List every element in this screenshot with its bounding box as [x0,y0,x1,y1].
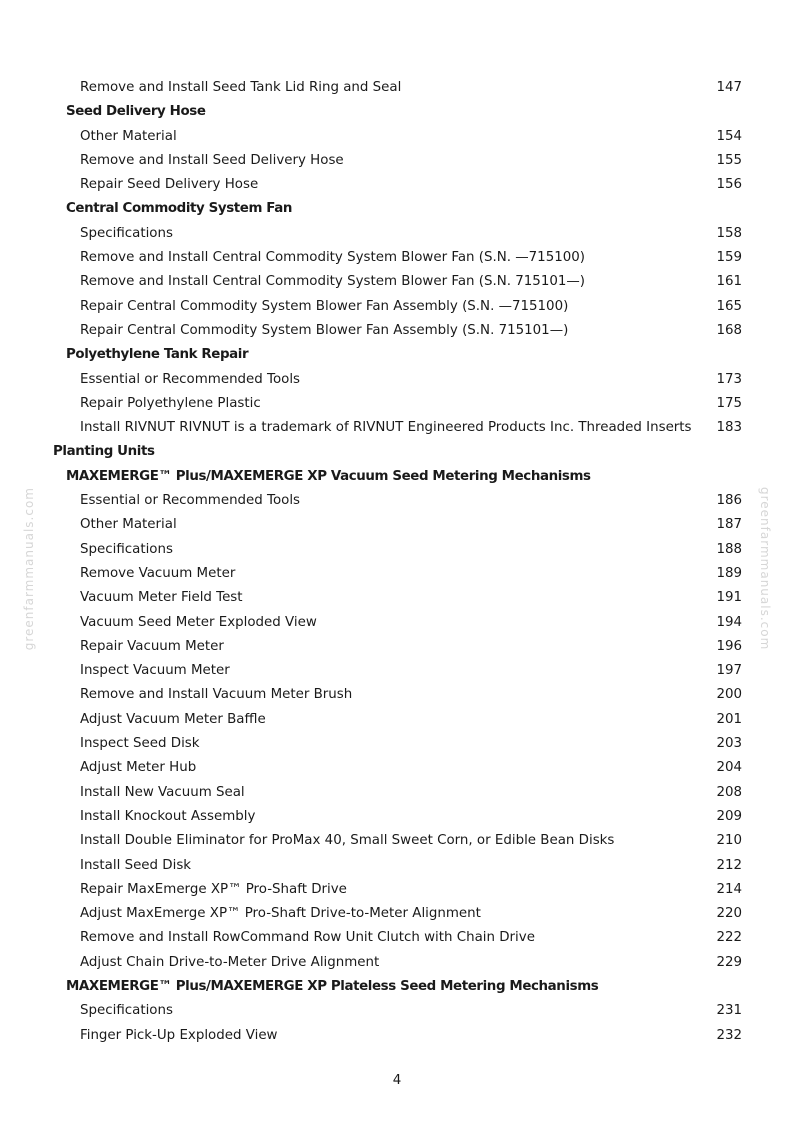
toc-entry-page-number: 204 [716,760,742,776]
toc-entry-title: Planting Units [53,444,155,460]
toc-entry-page-number: 175 [716,395,742,411]
toc-entry[interactable] [0,854,794,878]
toc-entry-title: Inspect Vacuum Meter [80,663,230,679]
toc-entry-page-number: 155 [716,152,742,168]
toc-subsection-heading [0,465,794,489]
toc-entry-title: Remove Vacuum Meter [80,565,236,581]
toc-entry-title: Remove and Install Central Commodity System Blower Fan (S.N. —715100) [80,250,586,266]
toc-entry-page-number: 203 [716,736,742,752]
toc-entry[interactable] [0,513,794,537]
toc-entry-title: Specifications [80,225,173,241]
toc-entry[interactable] [0,659,794,683]
toc-entry-title: Remove and Install Vacuum Meter Brush [80,687,353,703]
toc-entry-page-number: 159 [716,250,742,266]
toc-entry-title: Install Knockout Assembly [80,808,256,824]
toc-entry[interactable] [0,489,794,513]
toc-entry-title: Specifications [80,541,173,557]
toc-entry[interactable] [0,149,794,173]
page-number: 4 [392,1073,402,1088]
toc-entry[interactable] [0,756,794,780]
toc-entry-page-number: 147 [716,80,742,95]
toc-entry[interactable] [0,368,794,392]
toc-entry-title: MAXEMERGE™ Plus/MAXEMERGE XP Plateless Seed Metering Mechanisms [66,978,599,994]
toc-entry-title: Repair MaxEmerge XP™ Pro-Shaft Drive [80,881,347,897]
toc-entry-title: Install New Vacuum Seal [80,784,245,800]
toc-entry-title: Repair Vacuum Meter [80,638,224,654]
toc-entry[interactable] [0,781,794,805]
toc-subsection-heading [0,197,794,221]
toc-entry-page-number: 201 [716,711,742,727]
toc-entry-title: Vacuum Seed Meter Exploded View [80,614,317,630]
toc-entry-title: Adjust Chain Drive-to-Meter Drive Alignment [80,954,380,970]
toc-entry-title: Install RIVNUT RIVNUT is a trademark of RIVNUT Engineered Products Inc. Threaded Inserts [80,420,692,436]
toc-entry[interactable] [0,562,794,586]
toc-entry-page-number: 173 [716,371,742,387]
toc-entry-title: Repair Central Commodity System Blower Fan Assembly (S.N. 715101—) [80,322,569,338]
toc-entry-title: Remove and Install Central Commodity System Blower Fan (S.N. 715101—) [80,274,586,290]
toc-entry-page-number: 208 [716,784,742,800]
toc-entry-title: Adjust MaxEmerge XP™ Pro-Shaft Drive-to-Meter Alignment [80,906,481,922]
toc-entry-title: Adjust Meter Hub [80,760,197,776]
toc-entry-page-number: 161 [716,274,742,290]
toc-entry[interactable] [0,125,794,149]
toc-entry-page-number: 210 [716,833,742,849]
toc-entry-title: Repair Seed Delivery Hose [80,177,259,193]
toc-entry-title: Repair Polyethylene Plastic [80,395,261,411]
toc-entry[interactable] [0,611,794,635]
toc-entry[interactable] [0,319,794,343]
toc-entry[interactable] [0,805,794,829]
toc-entry[interactable] [0,295,794,319]
toc-entry-title: Essential or Recommended Tools [80,371,301,387]
toc-entry-title: Specifications [80,1003,173,1019]
toc-entry[interactable] [0,1024,794,1048]
watermark-right: greenfarmmanuals.com [758,487,772,651]
toc-entry[interactable] [0,392,794,416]
toc-entry-title: Essential or Recommended Tools [80,493,301,509]
toc-entry-title: Vacuum Meter Field Test [80,590,243,606]
toc-entry-title: Install Double Eliminator for ProMax 40, Small Sweet Corn, or Edible Bean Disks [80,833,615,849]
toc-entry[interactable] [0,586,794,610]
toc-entry[interactable] [0,902,794,926]
toc-entry[interactable] [0,926,794,950]
toc-entry-title: Polyethylene Tank Repair [66,347,249,363]
toc-entry-title: Central Commodity System Fan [66,201,293,217]
toc-subsection-heading [0,975,794,999]
toc-entry-page-number: 222 [716,930,742,946]
toc-entry-page-number: 200 [716,687,742,703]
toc-entry-title: MAXEMERGE™ Plus/MAXEMERGE XP Vacuum Seed Metering Mechanisms [66,468,591,484]
toc-entry[interactable] [0,951,794,975]
toc-entry[interactable] [0,683,794,707]
toc-entry-page-number: 183 [716,420,742,436]
toc-entry-page-number: 197 [716,663,742,679]
toc-entry[interactable] [0,538,794,562]
toc-entry-page-number: 156 [716,177,742,193]
toc-entry[interactable] [0,708,794,732]
toc-entry-title: Remove and Install Seed Delivery Hose [80,152,344,168]
toc-entry-title: Remove and Install RowCommand Row Unit Clutch with Chain Drive [80,930,535,946]
toc-section-heading [0,440,794,464]
toc-entry-page-number: 191 [716,590,742,606]
toc-subsection-heading [0,100,794,124]
toc-entry-page-number: 165 [716,298,742,314]
toc-subsection-heading [0,343,794,367]
toc-entry-page-number: 154 [716,128,742,144]
toc-entry-page-number: 189 [716,565,742,581]
toc-entry[interactable] [0,173,794,197]
toc-entry[interactable] [0,270,794,294]
toc-entry-page-number: 209 [716,808,742,824]
toc-entry-page-number: 168 [716,322,742,338]
toc-entry[interactable] [0,246,794,270]
toc-entry[interactable] [0,732,794,756]
toc-entry-page-number: 186 [716,493,742,509]
toc-entry-page-number: 188 [716,541,742,557]
toc-entry-title: Seed Delivery Hose [66,104,206,120]
toc-entry[interactable] [0,76,794,100]
table-of-contents [0,76,794,1048]
toc-entry[interactable] [0,878,794,902]
toc-entry[interactable] [0,416,794,440]
toc-entry-page-number: 220 [716,906,742,922]
watermark-left: greenfarmmanuals.com [22,487,36,651]
toc-entry-title: Other Material [80,128,177,144]
toc-entry-page-number: 214 [716,881,742,897]
toc-entry[interactable] [0,635,794,659]
toc-entry[interactable] [0,829,794,853]
toc-entry-title: Repair Central Commodity System Blower Fan Assembly (S.N. —715100) [80,298,569,314]
toc-entry[interactable] [0,222,794,246]
toc-entry-page-number: 232 [716,1027,742,1043]
toc-entry-title: Adjust Vacuum Meter Baffle [80,711,266,727]
toc-entry-title: Other Material [80,517,177,533]
toc-entry-page-number: 158 [716,225,742,241]
toc-entry-title: Install Seed Disk [80,857,192,873]
toc-entry-page-number: 187 [716,517,742,533]
toc-entry-page-number: 231 [716,1003,742,1019]
toc-entry-title: Finger Pick-Up Exploded View [80,1027,278,1043]
toc-entry[interactable] [0,999,794,1023]
toc-entry-title: Inspect Seed Disk [80,736,200,752]
toc-entry-page-number: 229 [716,954,742,970]
toc-entry-page-number: 212 [716,857,742,873]
toc-entry-page-number: 196 [716,638,742,654]
toc-entry-page-number: 194 [716,614,742,630]
toc-entry-title: Remove and Install Seed Tank Lid Ring and Seal [80,80,402,95]
